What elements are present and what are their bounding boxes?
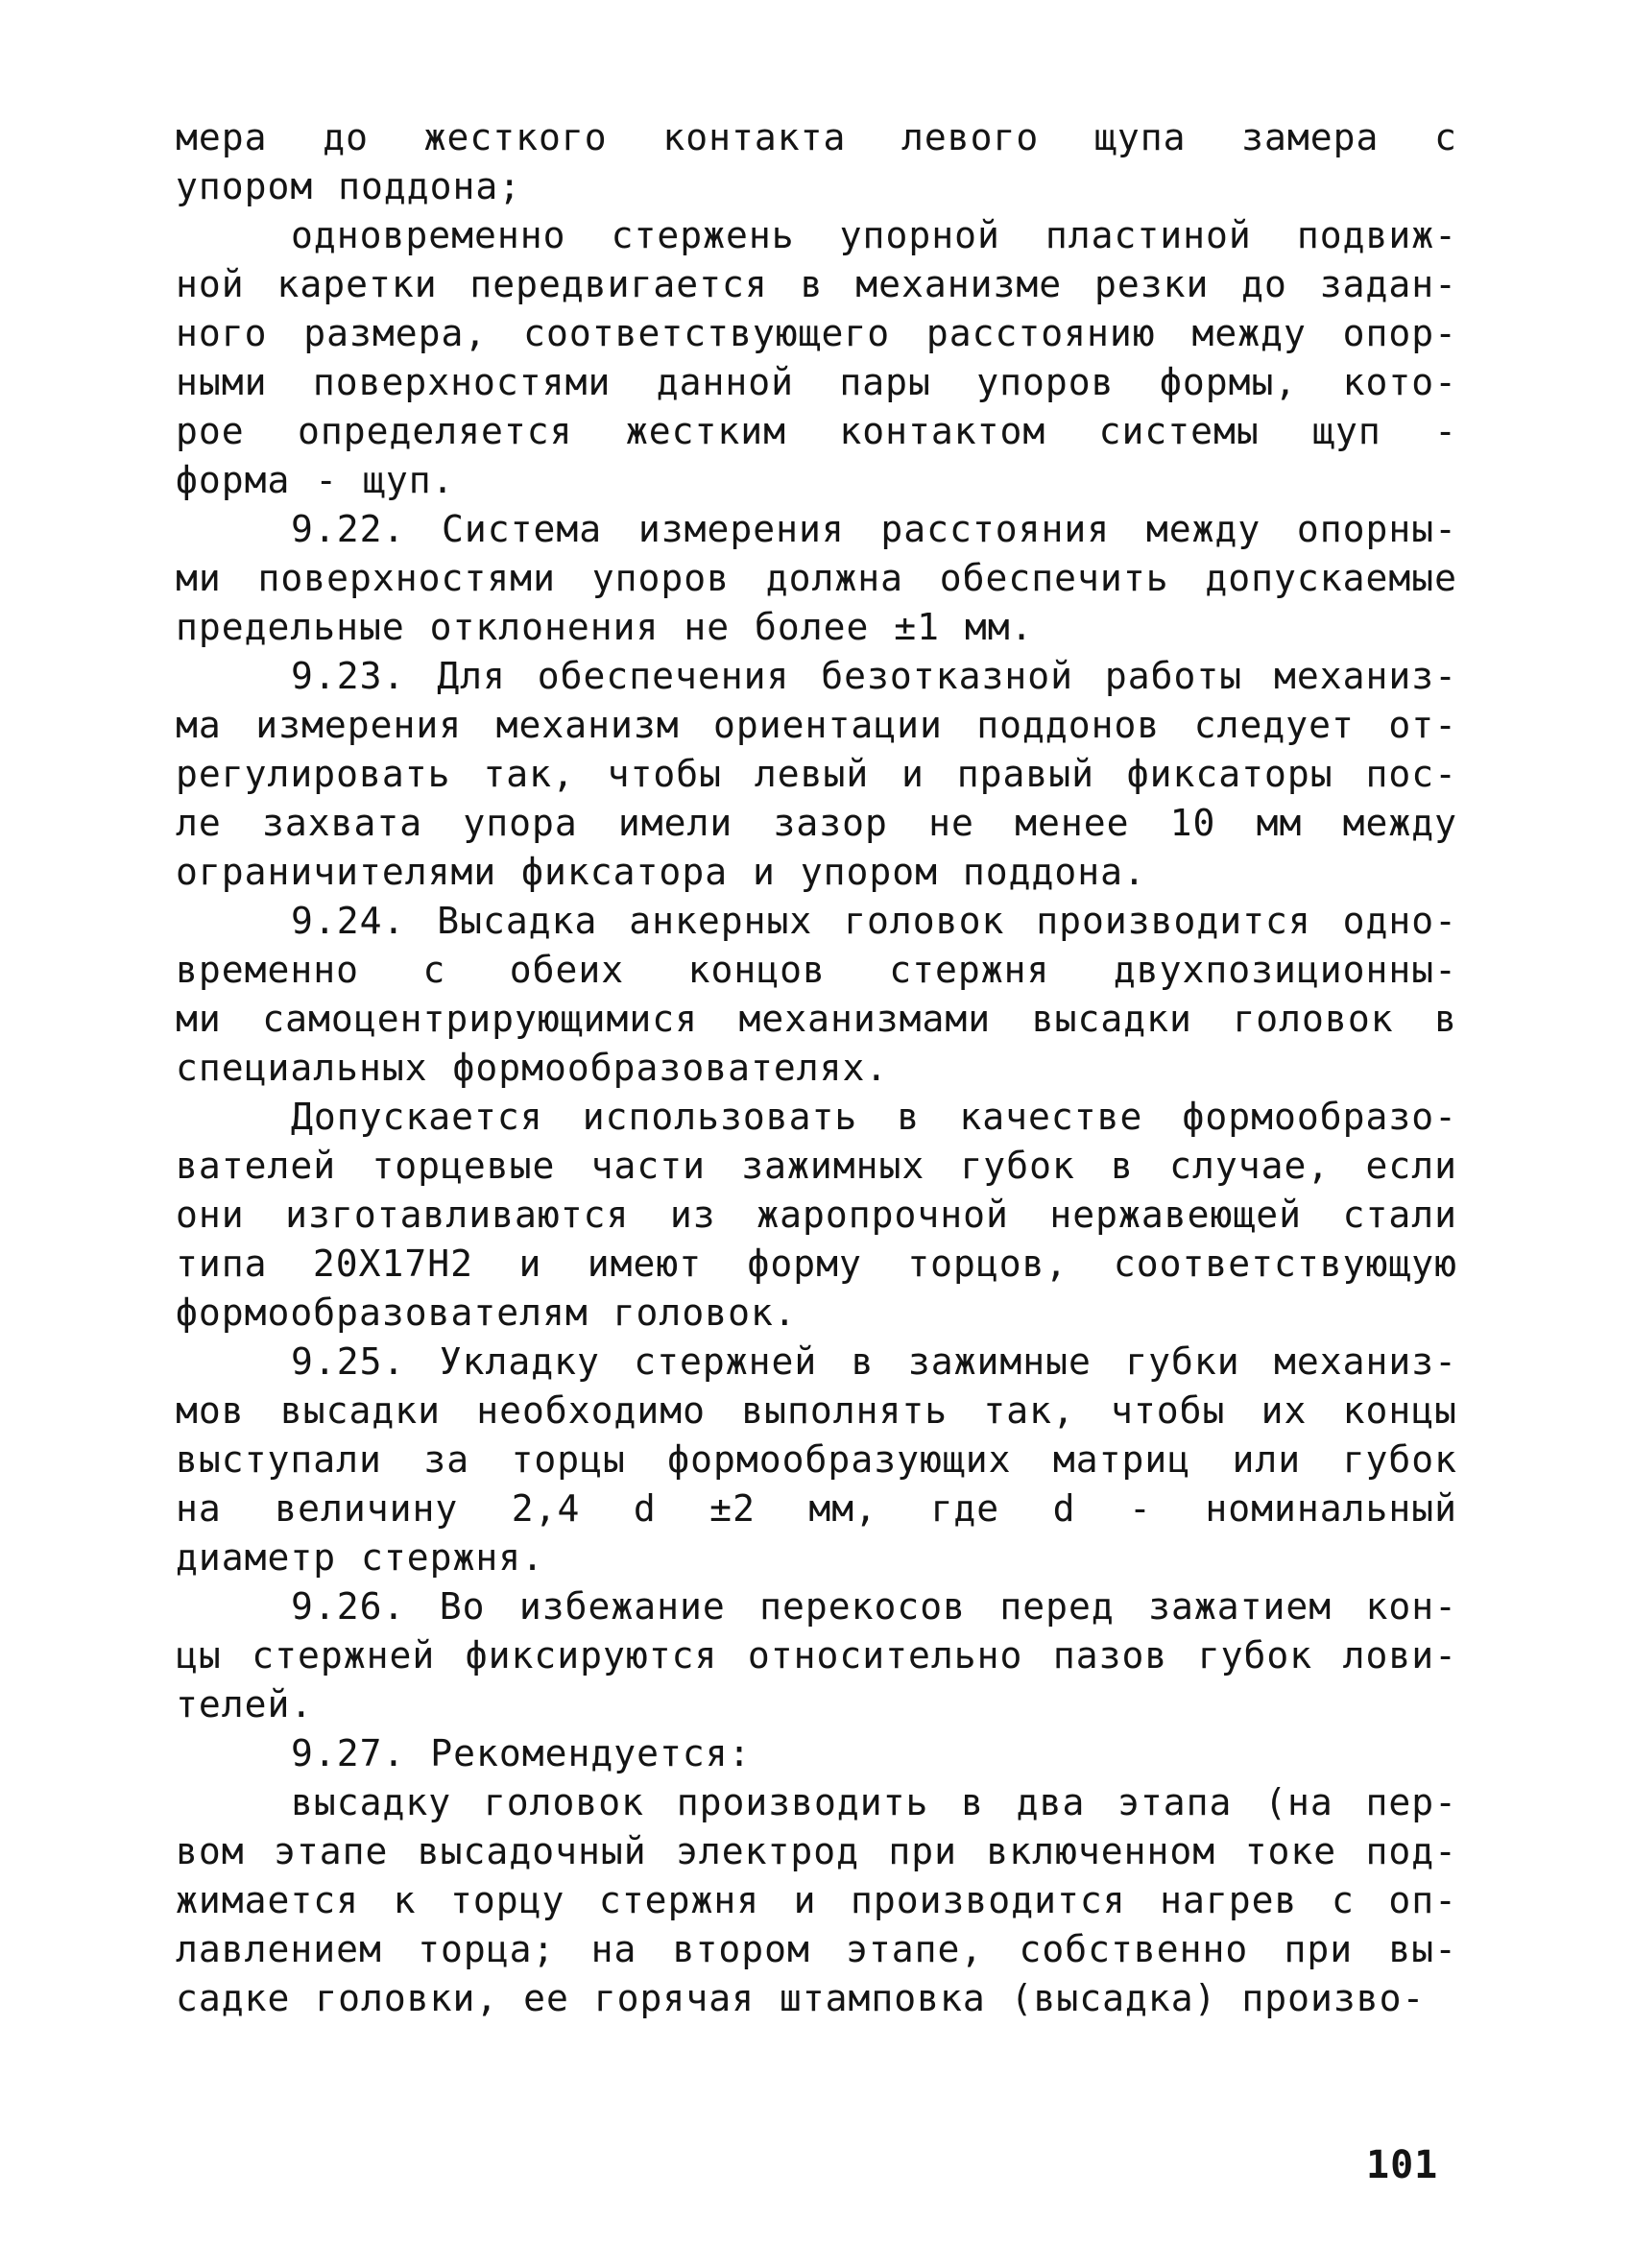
text-line: 9.25. Укладку стержней в зажимные губки механиз- [291, 1340, 1457, 1383]
text-line: типа 20Х17Н2 и имеют форму торцов, соответствующую [176, 1243, 1457, 1285]
text-line: ма измерения механизм ориентации поддонов следует от- [176, 704, 1457, 746]
text-line: формообразователям головок. [176, 1291, 797, 1334]
text-line: выступали за торцы формообразующих матриц или губок [176, 1438, 1457, 1481]
text-line: жимается к торцу стержня и производится нагрев с оп- [176, 1879, 1457, 1921]
text-line: ными поверхностями данной пары упоров формы, кото- [176, 361, 1457, 403]
text-line: ми самоцентрирующимися механизмами высадки головок в [176, 998, 1457, 1040]
text-line: 9.22. Система измерения расстояния между опорны- [291, 508, 1457, 550]
text-line: телей. [176, 1683, 314, 1725]
text-line: вателей торцевые части зажимных губок в случае, если [176, 1145, 1457, 1187]
text-line: 9.23. Для обеспечения безотказной работы механиз- [291, 655, 1457, 697]
text-line: вом этапе высадочный электрод при включенном токе под- [176, 1830, 1457, 1872]
text-line: 9.27. Рекомендуется: [291, 1732, 752, 1774]
text-line: мера до жесткого контакта левого щупа замера с [176, 116, 1457, 158]
text-line: на величину 2,4 d ±2 мм, где d - номинальный [176, 1487, 1457, 1530]
text-line: упором поддона; [176, 165, 522, 207]
text-line: 9.24. Высадка анкерных головок производится одно- [291, 900, 1457, 942]
text-line: высадку головок производить в два этапа (на пер- [291, 1781, 1457, 1823]
text-line: ограничителями фиксатора и упором поддона. [176, 851, 1146, 893]
text-line: лавлением торца; на втором этапе, собственно при вы- [176, 1928, 1457, 1970]
text-line: предельные отклонения не более ±1 мм. [176, 606, 1034, 648]
text-line: садке головки, ее горячая штамповка (высадка) произво- [176, 1977, 1426, 2019]
text-line: Допускается использовать в качестве формообразо- [291, 1096, 1457, 1138]
text-line: форма - щуп. [176, 459, 455, 501]
text-line: ми поверхностями упоров должна обеспечить допускаемые [176, 557, 1457, 599]
text-line: одновременно стержень упорной пластиной подвиж- [291, 214, 1457, 256]
text-line: 9.26. Во избежание перекосов перед зажатием кон- [291, 1585, 1457, 1628]
text-line: временно с обеих концов стержня двухпозиционны- [176, 949, 1457, 991]
text-line: регулировать так, чтобы левый и правый фиксаторы пос- [176, 753, 1457, 795]
text-line: они изготавливаются из жаропрочной нержавеющей стали [176, 1194, 1457, 1236]
page-number: 101 [1366, 2143, 1439, 2187]
text-line: цы стержней фиксируются относительно пазов губок лови- [176, 1634, 1457, 1677]
text-line: ле захвата упора имели зазор не менее 10 мм между [176, 802, 1457, 844]
text-line: диаметр стержня. [176, 1536, 545, 1579]
body-text [176, 113, 1457, 2023]
text-line: специальных формообразователях. [176, 1047, 889, 1089]
text-line: рое определяется жестким контактом системы щуп - [176, 410, 1457, 452]
text-line: мов высадки необходимо выполнять так, чтобы их концы [176, 1389, 1457, 1432]
text-line: ного размера, соответствующего расстоянию между опор- [176, 312, 1457, 354]
text-line: ной каретки передвигается в механизме резки до задан- [176, 263, 1457, 305]
